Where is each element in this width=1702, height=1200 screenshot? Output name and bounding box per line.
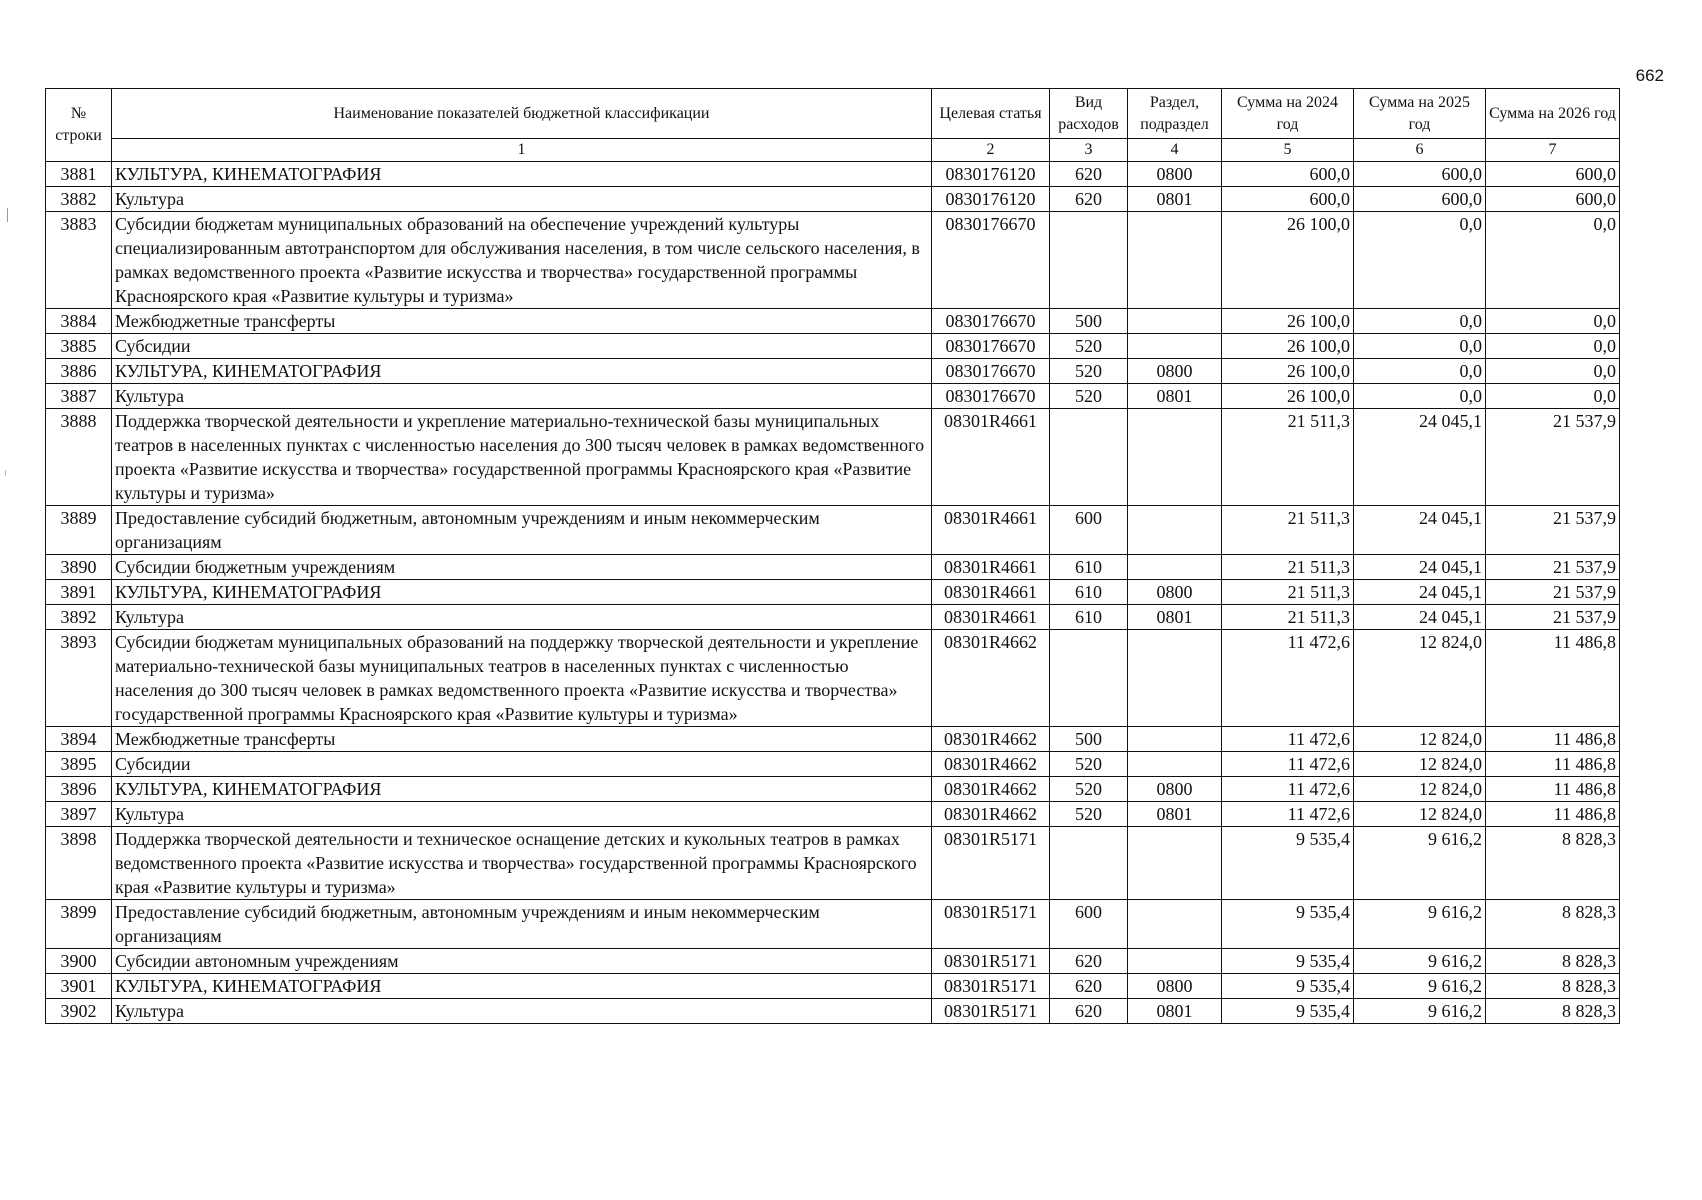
- section-code: 0801: [1128, 605, 1222, 630]
- row-number: 3902: [46, 999, 112, 1024]
- sum-2026: 0,0: [1486, 309, 1620, 334]
- target-article: 0830176670: [932, 212, 1050, 309]
- sum-2025: 9 616,2: [1354, 974, 1486, 999]
- row-number: 3895: [46, 752, 112, 777]
- row-name: КУЛЬТУРА, КИНЕМАТОГРАФИЯ: [112, 162, 932, 187]
- row-number: 3894: [46, 727, 112, 752]
- row-name: КУЛЬТУРА, КИНЕМАТОГРАФИЯ: [112, 777, 932, 802]
- sum-2024: 11 472,6: [1222, 802, 1354, 827]
- table-row: [46, 630, 1620, 727]
- sum-2025: 12 824,0: [1354, 777, 1486, 802]
- sum-2024: 21 511,3: [1222, 555, 1354, 580]
- target-article: 08301R4661: [932, 409, 1050, 506]
- expense-kind: 520: [1050, 802, 1128, 827]
- table-row: [46, 384, 1620, 409]
- row-name: Поддержка творческой деятельности и укрепление материально-технической базы муниципальных театров в населенных пунктах с численностью населения до 300 тысяч человек в рамках ведомственного проекта «Развитие искусства и творчества» государственной программы Красноярского края «Развитие культуры и туризма»: [112, 409, 932, 506]
- target-article: 08301R4662: [932, 802, 1050, 827]
- budget-table: [45, 88, 1620, 1024]
- expense-kind: 610: [1050, 580, 1128, 605]
- sum-2024: 9 535,4: [1222, 974, 1354, 999]
- sum-2026: 11 486,8: [1486, 727, 1620, 752]
- sum-2025: 0,0: [1354, 384, 1486, 409]
- sum-2025: 0,0: [1354, 212, 1486, 309]
- sum-2026: 21 537,9: [1486, 555, 1620, 580]
- table-row: [46, 359, 1620, 384]
- row-name: Культура: [112, 187, 932, 212]
- row-name: Субсидии: [112, 334, 932, 359]
- header-row-no: № строки: [46, 89, 112, 162]
- table-row: [46, 334, 1620, 359]
- row-number: 3889: [46, 506, 112, 555]
- section-code: [1128, 827, 1222, 900]
- target-article: 08301R5171: [932, 949, 1050, 974]
- sum-2026: 0,0: [1486, 384, 1620, 409]
- sum-2025: 24 045,1: [1354, 555, 1486, 580]
- target-article: 0830176670: [932, 309, 1050, 334]
- sum-2026: 11 486,8: [1486, 752, 1620, 777]
- expense-kind: 520: [1050, 334, 1128, 359]
- section-code: [1128, 752, 1222, 777]
- table-row: [46, 309, 1620, 334]
- expense-kind: 500: [1050, 727, 1128, 752]
- sum-2026: 21 537,9: [1486, 506, 1620, 555]
- table-row: [46, 827, 1620, 900]
- row-name: Культура: [112, 384, 932, 409]
- row-name: КУЛЬТУРА, КИНЕМАТОГРАФИЯ: [112, 974, 932, 999]
- target-article: 08301R5171: [932, 827, 1050, 900]
- sum-2024: 11 472,6: [1222, 777, 1354, 802]
- sum-2024: 21 511,3: [1222, 506, 1354, 555]
- section-code: 0801: [1128, 802, 1222, 827]
- sum-2024: 26 100,0: [1222, 309, 1354, 334]
- expense-kind: 620: [1050, 999, 1128, 1024]
- sum-2025: 24 045,1: [1354, 605, 1486, 630]
- row-name: Субсидии бюджетам муниципальных образований на обеспечение учреждений культуры специализированным автотранспортом для обслуживания населения, в том числе сельского населения, в рамках ведомственного проекта «Развитие искусства и творчества» государственной программы Красноярского края «Развитие культуры и туризма»: [112, 212, 932, 309]
- target-article: 0830176120: [932, 187, 1050, 212]
- section-code: [1128, 506, 1222, 555]
- target-article: 08301R4661: [932, 580, 1050, 605]
- row-number: 3896: [46, 777, 112, 802]
- sum-2024: 26 100,0: [1222, 359, 1354, 384]
- table-row: [46, 187, 1620, 212]
- sum-2024: 26 100,0: [1222, 334, 1354, 359]
- header-section: Раздел, подраздел: [1128, 89, 1222, 139]
- section-code: 0801: [1128, 384, 1222, 409]
- section-code: [1128, 212, 1222, 309]
- row-number: 3897: [46, 802, 112, 827]
- sum-2026: 21 537,9: [1486, 605, 1620, 630]
- target-article: 08301R4661: [932, 555, 1050, 580]
- row-name: Предоставление субсидий бюджетным, автономным учреждениям и иным некоммерческим организациям: [112, 900, 932, 949]
- sum-2025: 12 824,0: [1354, 630, 1486, 727]
- table-body: [46, 162, 1620, 1024]
- header-kind: Вид расходов: [1050, 89, 1128, 139]
- row-number: 3898: [46, 827, 112, 900]
- sum-2025: 9 616,2: [1354, 900, 1486, 949]
- table-row: [46, 999, 1620, 1024]
- row-name: КУЛЬТУРА, КИНЕМАТОГРАФИЯ: [112, 580, 932, 605]
- target-article: 0830176120: [932, 162, 1050, 187]
- sum-2024: 11 472,6: [1222, 630, 1354, 727]
- section-code: 0800: [1128, 162, 1222, 187]
- sum-2025: 9 616,2: [1354, 827, 1486, 900]
- scan-mark: [7, 208, 8, 222]
- row-number: 3899: [46, 900, 112, 949]
- sum-2026: 8 828,3: [1486, 827, 1620, 900]
- row-number: 3887: [46, 384, 112, 409]
- table-row: [46, 580, 1620, 605]
- sum-2025: 24 045,1: [1354, 409, 1486, 506]
- table-row: [46, 752, 1620, 777]
- sum-2026: 8 828,3: [1486, 949, 1620, 974]
- header-target: Целевая статья: [932, 89, 1050, 139]
- expense-kind: 620: [1050, 974, 1128, 999]
- header-name: Наименование показателей бюджетной классификации: [112, 89, 932, 139]
- row-name: Субсидии автономным учреждениям: [112, 949, 932, 974]
- sum-2024: 11 472,6: [1222, 752, 1354, 777]
- sum-2025: 9 616,2: [1354, 949, 1486, 974]
- target-article: 08301R4661: [932, 506, 1050, 555]
- row-name: Поддержка творческой деятельности и техническое оснащение детских и кукольных театров в рамках ведомственного проекта «Развитие искусства и творчества» государственной программы Красноярского края «Развитие культуры и туризма»: [112, 827, 932, 900]
- section-code: [1128, 949, 1222, 974]
- expense-kind: [1050, 409, 1128, 506]
- section-code: [1128, 309, 1222, 334]
- table-header: [46, 89, 1620, 162]
- table-row: [46, 212, 1620, 309]
- expense-kind: 620: [1050, 949, 1128, 974]
- sum-2024: 21 511,3: [1222, 605, 1354, 630]
- expense-kind: 620: [1050, 162, 1128, 187]
- target-article: 0830176670: [932, 334, 1050, 359]
- sum-2024: 9 535,4: [1222, 827, 1354, 900]
- expense-kind: 620: [1050, 187, 1128, 212]
- target-article: 08301R5171: [932, 900, 1050, 949]
- sum-2026: 11 486,8: [1486, 630, 1620, 727]
- row-number: 3901: [46, 974, 112, 999]
- sum-2025: 600,0: [1354, 187, 1486, 212]
- sum-2025: 12 824,0: [1354, 727, 1486, 752]
- section-code: [1128, 727, 1222, 752]
- expense-kind: 520: [1050, 777, 1128, 802]
- sum-2026: 8 828,3: [1486, 974, 1620, 999]
- col-number: 1: [112, 139, 932, 162]
- sum-2025: 9 616,2: [1354, 999, 1486, 1024]
- table-row: [46, 949, 1620, 974]
- expense-kind: 610: [1050, 555, 1128, 580]
- section-code: 0800: [1128, 777, 1222, 802]
- sum-2026: 11 486,8: [1486, 802, 1620, 827]
- col-number: 3: [1050, 139, 1128, 162]
- table-row: [46, 409, 1620, 506]
- row-name: КУЛЬТУРА, КИНЕМАТОГРАФИЯ: [112, 359, 932, 384]
- table-row: [46, 605, 1620, 630]
- col-number: 6: [1354, 139, 1486, 162]
- col-number: 4: [1128, 139, 1222, 162]
- sum-2024: 600,0: [1222, 162, 1354, 187]
- row-number: 3892: [46, 605, 112, 630]
- expense-kind: [1050, 630, 1128, 727]
- sum-2025: 600,0: [1354, 162, 1486, 187]
- row-name: Межбюджетные трансферты: [112, 727, 932, 752]
- page-number: 662: [1635, 66, 1664, 85]
- row-name: Культура: [112, 605, 932, 630]
- row-number: 3886: [46, 359, 112, 384]
- table-row: [46, 802, 1620, 827]
- table-row: [46, 555, 1620, 580]
- sum-2024: 11 472,6: [1222, 727, 1354, 752]
- section-code: [1128, 900, 1222, 949]
- section-code: [1128, 555, 1222, 580]
- row-number: 3881: [46, 162, 112, 187]
- section-code: [1128, 334, 1222, 359]
- row-name: Субсидии: [112, 752, 932, 777]
- section-code: 0800: [1128, 359, 1222, 384]
- table-row: [46, 162, 1620, 187]
- row-name: Культура: [112, 802, 932, 827]
- row-number: 3900: [46, 949, 112, 974]
- expense-kind: 520: [1050, 752, 1128, 777]
- expense-kind: 600: [1050, 900, 1128, 949]
- row-number: 3883: [46, 212, 112, 309]
- sum-2026: 8 828,3: [1486, 999, 1620, 1024]
- table-row: [46, 777, 1620, 802]
- sum-2025: 24 045,1: [1354, 580, 1486, 605]
- target-article: 0830176670: [932, 359, 1050, 384]
- expense-kind: 610: [1050, 605, 1128, 630]
- col-number: 2: [932, 139, 1050, 162]
- section-code: 0800: [1128, 974, 1222, 999]
- row-number: 3882: [46, 187, 112, 212]
- row-number: 3893: [46, 630, 112, 727]
- sum-2024: 9 535,4: [1222, 900, 1354, 949]
- sum-2026: 0,0: [1486, 334, 1620, 359]
- sum-2026: 8 828,3: [1486, 900, 1620, 949]
- scan-mark: [5, 470, 6, 476]
- row-number: 3891: [46, 580, 112, 605]
- target-article: 08301R5171: [932, 974, 1050, 999]
- sum-2024: 9 535,4: [1222, 949, 1354, 974]
- header-sum-2025: Сумма на 2025 год: [1354, 89, 1486, 139]
- row-number: 3890: [46, 555, 112, 580]
- table-row: [46, 506, 1620, 555]
- sum-2026: 21 537,9: [1486, 580, 1620, 605]
- row-name: Предоставление субсидий бюджетным, автономным учреждениям и иным некоммерческим организациям: [112, 506, 932, 555]
- sum-2026: 600,0: [1486, 162, 1620, 187]
- expense-kind: 520: [1050, 384, 1128, 409]
- expense-kind: [1050, 827, 1128, 900]
- target-article: 08301R4661: [932, 605, 1050, 630]
- sum-2024: 9 535,4: [1222, 999, 1354, 1024]
- expense-kind: 520: [1050, 359, 1128, 384]
- sum-2024: 21 511,3: [1222, 580, 1354, 605]
- sum-2025: 0,0: [1354, 334, 1486, 359]
- section-code: 0801: [1128, 187, 1222, 212]
- sum-2025: 12 824,0: [1354, 752, 1486, 777]
- sum-2025: 12 824,0: [1354, 802, 1486, 827]
- sum-2024: 26 100,0: [1222, 212, 1354, 309]
- section-code: [1128, 409, 1222, 506]
- header-sum-2024: Сумма на 2024 год: [1222, 89, 1354, 139]
- sum-2026: 0,0: [1486, 359, 1620, 384]
- row-number: 3885: [46, 334, 112, 359]
- row-name: Субсидии бюджетам муниципальных образований на поддержку творческой деятельности и укрепление материально-технической базы муниципальных театров в населенных пунктах с численностью населения до 300 тысяч человек в рамках ведомственного проекта «Развитие искусства и творчества» государственной программы Красноярского края «Развитие культуры и туризма»: [112, 630, 932, 727]
- expense-kind: 500: [1050, 309, 1128, 334]
- sum-2025: 0,0: [1354, 359, 1486, 384]
- row-number: 3884: [46, 309, 112, 334]
- row-name: Субсидии бюджетным учреждениям: [112, 555, 932, 580]
- sum-2024: 26 100,0: [1222, 384, 1354, 409]
- section-code: [1128, 630, 1222, 727]
- row-name: Межбюджетные трансферты: [112, 309, 932, 334]
- expense-kind: [1050, 212, 1128, 309]
- target-article: 08301R4662: [932, 752, 1050, 777]
- col-number: 5: [1222, 139, 1354, 162]
- sum-2024: 600,0: [1222, 187, 1354, 212]
- sum-2024: 21 511,3: [1222, 409, 1354, 506]
- table-row: [46, 900, 1620, 949]
- sum-2026: 0,0: [1486, 212, 1620, 309]
- row-number: 3888: [46, 409, 112, 506]
- section-code: 0801: [1128, 999, 1222, 1024]
- row-name: Культура: [112, 999, 932, 1024]
- sum-2025: 24 045,1: [1354, 506, 1486, 555]
- table-row: [46, 974, 1620, 999]
- sum-2026: 11 486,8: [1486, 777, 1620, 802]
- sum-2026: 600,0: [1486, 187, 1620, 212]
- sum-2025: 0,0: [1354, 309, 1486, 334]
- header-sum-2026: Сумма на 2026 год: [1486, 89, 1620, 139]
- target-article: 0830176670: [932, 384, 1050, 409]
- target-article: 08301R4662: [932, 777, 1050, 802]
- target-article: 08301R5171: [932, 999, 1050, 1024]
- sum-2026: 21 537,9: [1486, 409, 1620, 506]
- expense-kind: 600: [1050, 506, 1128, 555]
- table-row: [46, 727, 1620, 752]
- target-article: 08301R4662: [932, 727, 1050, 752]
- col-number: 7: [1486, 139, 1620, 162]
- target-article: 08301R4662: [932, 630, 1050, 727]
- section-code: 0800: [1128, 580, 1222, 605]
